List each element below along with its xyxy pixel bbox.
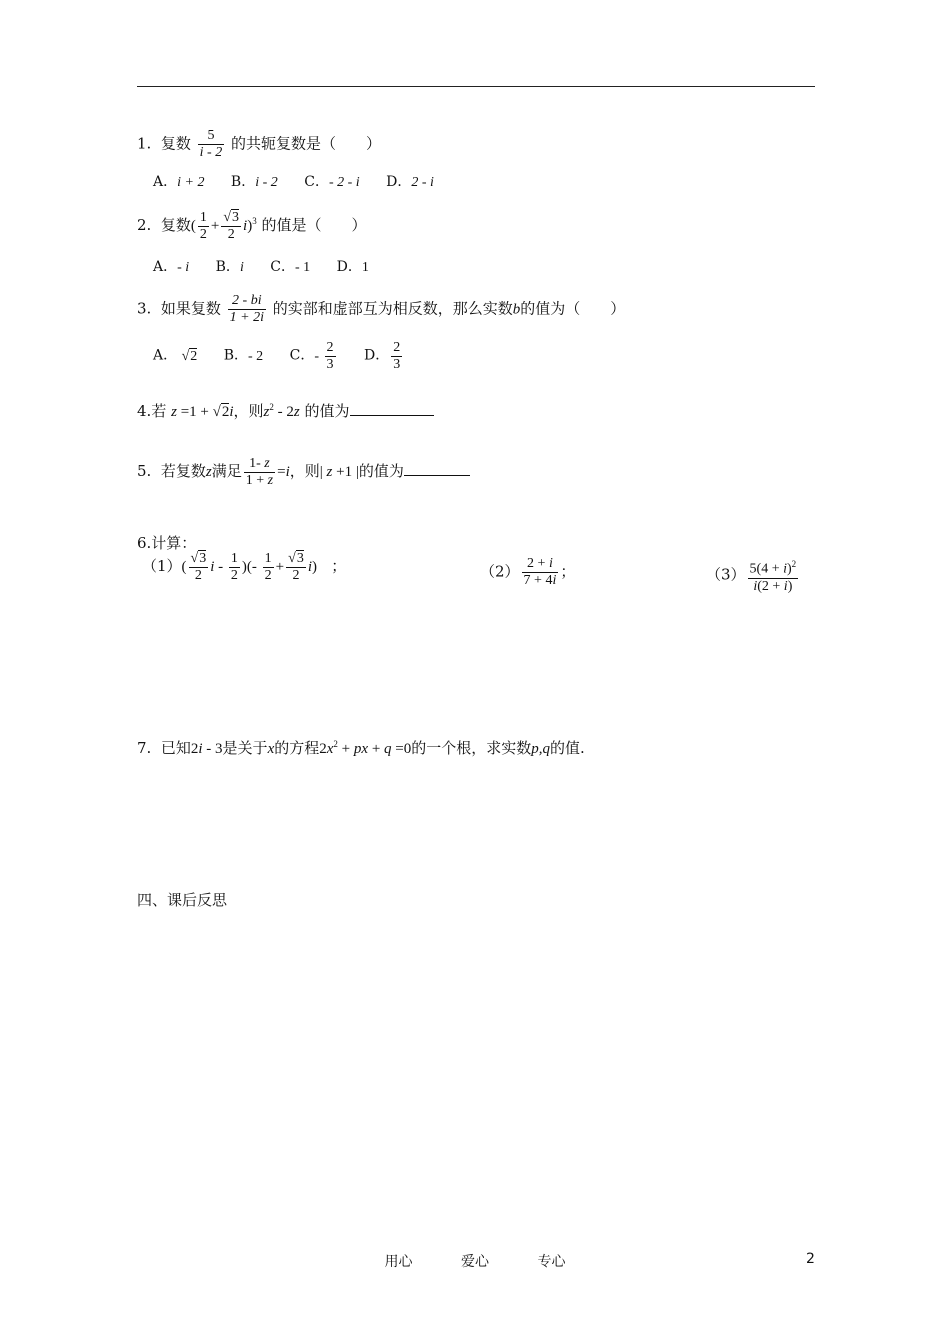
separator: ； xyxy=(331,556,347,575)
option-value: - $\frac{2}{3}$ xyxy=(314,340,334,372)
option-value: 1 xyxy=(361,260,369,275)
question-text: 如果复数 xyxy=(160,299,221,318)
question-text: 已知 xyxy=(160,739,191,757)
option-label: D． xyxy=(386,174,412,190)
question-text: 的一个根，求实数 xyxy=(411,739,532,757)
option-label: A． xyxy=(153,259,178,275)
option-value: i - 2 xyxy=(255,175,278,190)
part-label: （3） xyxy=(706,565,746,584)
option-label: D． xyxy=(336,259,362,275)
option-label: A． xyxy=(153,174,178,190)
options-1 xyxy=(153,171,434,191)
math-expression: | z +1 | xyxy=(319,463,359,480)
math-expression: $z^2 - 2z$ xyxy=(263,402,300,420)
option-label: B． xyxy=(230,174,256,190)
option-value: i + 2 xyxy=(177,175,205,190)
page-number: 2 xyxy=(806,1251,815,1267)
fraction xyxy=(228,293,266,326)
question-text: 的方程 xyxy=(274,739,320,757)
math-expression: $2x^2$ + px + q =0 xyxy=(319,739,412,757)
question-6-title: 6.计算： xyxy=(137,534,197,552)
part-label: （1） xyxy=(142,556,182,575)
option-value: - 2 - i xyxy=(328,175,360,190)
option-value: √2 xyxy=(181,348,198,364)
question-text: 的共轭复数是（ ） xyxy=(231,134,382,153)
question-text: 是关于 xyxy=(222,739,268,757)
option-value: i xyxy=(239,260,244,275)
question-text: 若复数 xyxy=(160,461,206,480)
question-text: ，则 xyxy=(233,402,264,420)
math-variable: p,q xyxy=(531,741,551,757)
question-7 xyxy=(137,737,585,758)
question-6-part-2 xyxy=(480,556,575,589)
option-label: C． xyxy=(270,259,295,275)
fraction: $\frac{2 + i}{7 + 4i}$ xyxy=(523,556,557,588)
option-label: B． xyxy=(215,259,240,275)
option-value: - i xyxy=(177,260,190,275)
math-variable: x xyxy=(267,741,275,757)
question-number: 2. xyxy=(137,215,152,234)
question-text: 的值. xyxy=(550,739,585,757)
math-expression: $\frac{1- z}{1 + z}$ =i xyxy=(245,456,290,488)
question-number: 3. xyxy=(137,299,152,318)
question-text: 的值是（ ） xyxy=(261,215,367,234)
question-text: 的实部和虚部互为相反数，那么实数 xyxy=(272,299,513,318)
option-value: - 1 xyxy=(295,260,311,275)
question-6-part-3 xyxy=(706,556,800,595)
question-text: 的值为 xyxy=(304,402,350,420)
option-label: D． xyxy=(363,347,390,364)
option-label: C． xyxy=(304,174,329,190)
option-value: $\frac{2}{3}$ xyxy=(393,340,401,372)
option-label: A． xyxy=(153,347,178,364)
math-variable: z xyxy=(205,463,212,480)
math-expression: 2i - 3 xyxy=(190,741,223,757)
options-3 xyxy=(153,340,404,373)
footer-text: 专心 xyxy=(537,1254,566,1270)
footer-text: 用心 xyxy=(384,1254,413,1270)
question-2 xyxy=(137,210,367,243)
math-variable: b xyxy=(512,301,521,318)
question-6-part-1 xyxy=(142,551,346,584)
question-text: 满足 xyxy=(211,461,242,480)
answer-blank[interactable] xyxy=(350,401,434,416)
section-heading: 四、课后反思 xyxy=(137,891,228,909)
header-rule xyxy=(137,86,815,87)
options-2 xyxy=(153,256,369,276)
question-3 xyxy=(137,293,625,326)
question-4 xyxy=(137,400,434,421)
math-expression: ( $\frac{√3}{2}$ i - $\frac{1}{2}$ )(- $\frac{1}{2}$ + $\frac{√3}{2}$ i) xyxy=(181,551,317,583)
question-number: 1. xyxy=(137,134,152,153)
question-number: 4. xyxy=(137,402,152,420)
fraction: $\frac{5(4 + i)^2}{i(2 + i)}$ xyxy=(748,556,799,595)
option-label: C． xyxy=(289,347,315,364)
math-expression: z =1 + √2i xyxy=(171,404,234,420)
fraction xyxy=(198,128,225,161)
fraction-numerator: 2 - bi xyxy=(228,293,266,310)
part-label: （2） xyxy=(480,562,520,581)
question-text: 若 xyxy=(151,402,167,420)
option-value: 2 - i xyxy=(411,175,434,190)
question-number: 7. xyxy=(137,739,152,757)
fraction-denominator: 1 + 2i xyxy=(229,310,264,325)
option-label: B． xyxy=(223,347,249,364)
answer-blank[interactable] xyxy=(404,461,470,476)
fraction-denominator: i - 2 xyxy=(199,145,223,160)
question-text: 复数 xyxy=(160,134,191,153)
question-text: 复数 xyxy=(160,215,191,234)
separator: ； xyxy=(560,562,576,581)
footer-text: 爱心 xyxy=(461,1254,489,1270)
question-1 xyxy=(137,128,381,161)
question-text: ，则 xyxy=(289,461,320,480)
question-text: 的值为（ ） xyxy=(520,299,626,318)
question-number: 5. xyxy=(137,461,152,480)
option-value: - 2 xyxy=(248,348,264,364)
question-text: 的值为 xyxy=(358,461,404,480)
math-expression: ( $\frac{1}{2}$ + $\frac{√3}{2}$ i)$^3$ xyxy=(190,210,257,242)
fraction-numerator: 5 xyxy=(198,128,225,145)
question-5 xyxy=(137,456,470,489)
